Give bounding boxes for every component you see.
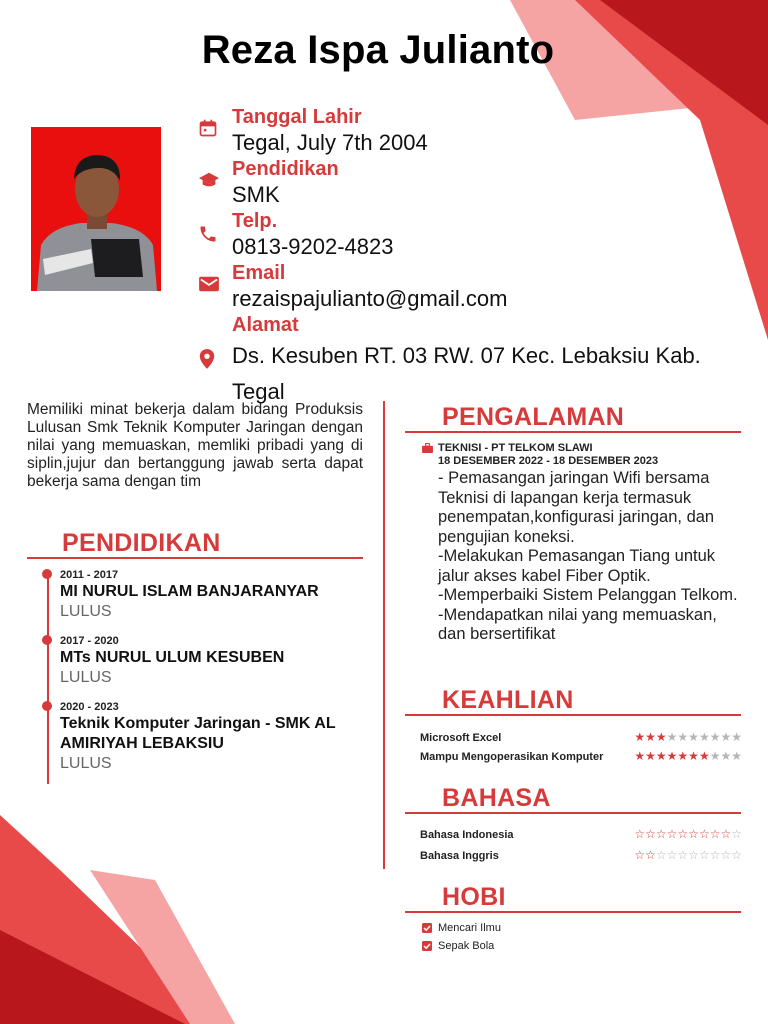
star-icon: ☆ — [645, 827, 656, 841]
timeline-dot — [42, 701, 52, 711]
star-icon: ★ — [720, 749, 732, 763]
skills-underline — [405, 714, 741, 716]
star-icon: ☆ — [720, 848, 732, 862]
star-icon: ★ — [709, 749, 721, 763]
column-divider — [383, 401, 385, 869]
education-status: LULUS — [60, 603, 112, 620]
phone-icon — [198, 224, 218, 249]
star-icon: ★ — [720, 730, 732, 744]
education-school: MTs NURUL ULUM KESUBEN — [60, 649, 285, 666]
info-label: Telp. — [232, 210, 278, 232]
star-icon: ☆ — [645, 848, 656, 862]
star-icon: ★ — [666, 730, 678, 744]
skill-name: Mampu Mengoperasikan Komputer — [420, 751, 604, 763]
education-title: PENDIDIKAN — [62, 529, 221, 557]
languages-title: BAHASA — [442, 784, 551, 812]
star-icon: ★ — [634, 749, 646, 763]
skill-rating — [634, 749, 742, 763]
skill-rating — [634, 730, 742, 744]
star-icon: ★ — [645, 730, 656, 744]
profile-summary: Memiliki minat bekerja dalam bidang Produksis Lulusan Smk Teknik Komputer Jaringan dengan nilai yang memuaskan, memliki pribadi yang di siplin,jujur dan bertanggung jawab serta dapat bekerja sama dengan tim — [27, 401, 363, 490]
star-icon: ★ — [677, 730, 689, 744]
checkbox-icon — [422, 941, 432, 954]
star-icon: ★ — [698, 730, 710, 744]
info-label: Alamat — [232, 314, 299, 336]
education-years: 2011 - 2017 — [60, 569, 119, 581]
info-value: SMK — [232, 182, 280, 207]
star-icon: ☆ — [677, 827, 689, 841]
star-icon: ☆ — [709, 827, 721, 841]
star-icon: ☆ — [634, 827, 646, 841]
experience-line: -Mendapatkan nilai yang memuaskan, dan bersertifikat — [438, 605, 717, 643]
experience-position: TEKNISI - PT TELKOM SLAWI — [438, 442, 593, 454]
education-item — [60, 700, 370, 774]
candidate-name: Reza Ispa Julianto — [201, 28, 555, 72]
info-email — [196, 260, 736, 312]
education-school: Teknik Komputer Jaringan - SMK AL AMIRIYAH LEBAKSIU — [60, 715, 336, 752]
email-icon — [198, 275, 220, 298]
calendar-icon — [198, 118, 218, 143]
personal-info — [196, 104, 736, 410]
experience-title: PENGALAMAN — [442, 403, 625, 431]
education-status: LULUS — [60, 755, 112, 772]
skills-title: KEAHLIAN — [442, 686, 574, 714]
star-icon: ★ — [709, 730, 721, 744]
experience-line: -Melakukan Pemasangan Tiang untuk jalur akses kabel Fiber Optik. — [438, 547, 716, 585]
info-value: Ds. Kesuben RT. 03 RW. 07 Kec. Lebaksiu Kab. Tegal — [232, 343, 701, 404]
info-label: Pendidikan — [232, 158, 339, 180]
education-years: 2020 - 2023 — [60, 701, 119, 713]
education-years: 2017 - 2020 — [60, 635, 119, 647]
star-icon: ☆ — [634, 848, 646, 862]
languages-underline — [405, 812, 741, 814]
star-icon: ★ — [655, 730, 667, 744]
star-icon: ☆ — [698, 827, 710, 841]
experience-item — [422, 442, 742, 645]
hobby-item — [422, 940, 494, 952]
info-value: rezaispajulianto@gmail.com — [232, 286, 508, 311]
star-icon: ★ — [731, 730, 742, 744]
hobby-label: Mencari Ilmu — [438, 922, 501, 934]
star-icon: ★ — [698, 749, 710, 763]
education-timeline — [47, 572, 49, 784]
star-icon: ☆ — [688, 827, 699, 841]
skill-name: Microsoft Excel — [420, 732, 502, 744]
star-icon: ★ — [655, 749, 667, 763]
star-icon: ★ — [688, 749, 699, 763]
star-icon: ★ — [731, 749, 742, 763]
language-name: Bahasa Inggris — [420, 850, 499, 862]
hobby-label: Sepak Bola — [438, 940, 495, 952]
experience-line: -Memperbaiki Sistem Pelanggan Telkom. — [438, 586, 738, 604]
profile-photo — [31, 127, 161, 291]
location-pin-icon — [198, 348, 216, 375]
experience-header — [422, 442, 742, 468]
star-icon: ☆ — [720, 827, 732, 841]
star-icon: ☆ — [666, 827, 678, 841]
education-school: MI NURUL ISLAM BANJARANYAR — [60, 583, 319, 600]
experience-period: 18 DESEMBER 2022 - 18 DESEMBER 2023 — [438, 455, 659, 467]
star-icon: ☆ — [688, 848, 699, 862]
education-item — [60, 634, 370, 688]
info-label: Email — [232, 262, 286, 284]
star-icon: ★ — [645, 749, 656, 763]
star-icon: ☆ — [709, 848, 721, 862]
briefcase-icon — [422, 443, 433, 457]
language-rating — [634, 827, 742, 841]
star-icon: ★ — [666, 749, 678, 763]
language-name: Bahasa Indonesia — [420, 829, 514, 841]
info-value: 0813-9202-4823 — [232, 234, 394, 259]
star-icon: ☆ — [677, 848, 689, 862]
star-icon: ★ — [634, 730, 646, 744]
star-icon: ★ — [688, 730, 699, 744]
info-birthdate — [196, 104, 736, 156]
experience-description — [422, 469, 742, 645]
star-icon: ☆ — [731, 827, 742, 841]
timeline-dot — [42, 569, 52, 579]
timeline-dot — [42, 635, 52, 645]
info-label: Tanggal Lahir — [232, 106, 362, 128]
star-icon: ★ — [677, 749, 689, 763]
info-value: Tegal, July 7th 2004 — [232, 130, 428, 155]
education-status: LULUS — [60, 669, 112, 686]
star-icon: ☆ — [666, 848, 678, 862]
graduation-cap-icon — [198, 170, 220, 195]
hobbies-title: HOBI — [442, 883, 506, 911]
checkbox-icon — [422, 923, 432, 936]
experience-underline — [405, 431, 741, 433]
info-phone — [196, 208, 736, 260]
info-education — [196, 156, 736, 208]
experience-line: - Pemasangan jaringan Wifi bersama Teknisi di lapangan kerja termasuk penempatan,konfigurasi jaringan, dan pengujian koneksi. — [438, 469, 715, 546]
star-icon: ☆ — [655, 827, 667, 841]
star-icon: ☆ — [655, 848, 667, 862]
hobby-item — [422, 922, 501, 934]
education-underline — [27, 557, 363, 559]
star-icon: ☆ — [698, 848, 710, 862]
hobbies-underline — [405, 911, 741, 913]
education-item — [60, 568, 370, 622]
star-icon: ☆ — [731, 848, 742, 862]
language-rating — [634, 848, 742, 862]
info-address — [196, 312, 736, 410]
